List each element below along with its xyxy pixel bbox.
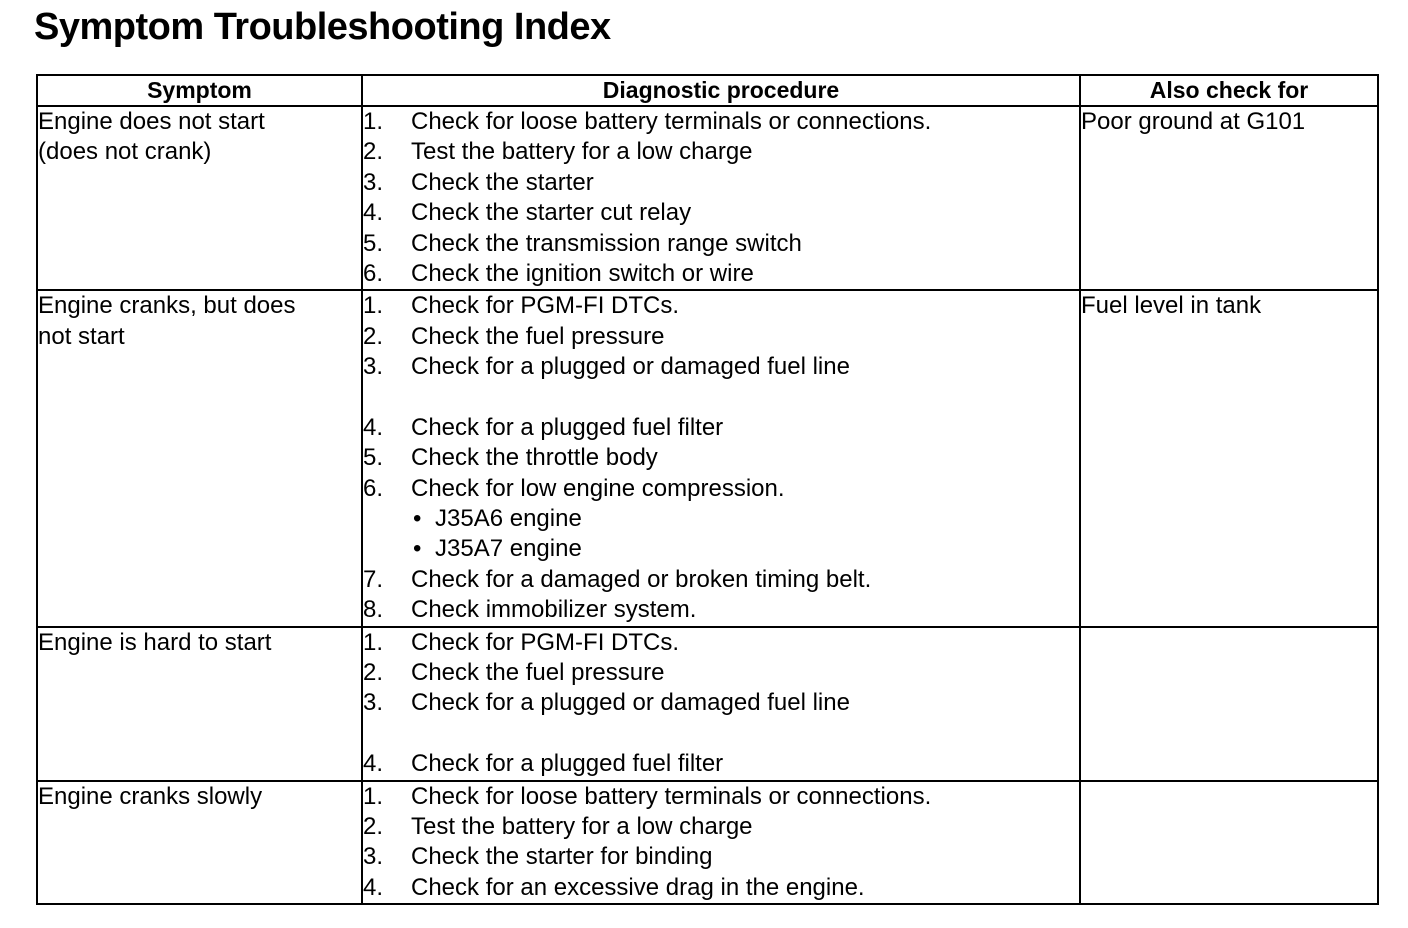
step-number: 3.: [363, 353, 384, 381]
step-text: Check for a plugged fuel filter: [411, 413, 724, 441]
procedure-step: [363, 782, 1079, 812]
procedure-step: [363, 842, 1079, 872]
procedure-step: [363, 322, 1079, 352]
step-text: Check for an excessive drag in the engine.: [411, 873, 865, 901]
step-text: Check for a plugged or damaged fuel line: [411, 353, 850, 381]
step-number: 6.: [363, 259, 384, 287]
bullet-icon: •: [413, 505, 422, 533]
step-number: 4.: [363, 873, 384, 901]
symptom-line: Engine does not start: [38, 108, 265, 135]
step-number: 4.: [363, 199, 384, 227]
header-symptom: Symptom: [37, 75, 362, 106]
procedure-step: [363, 658, 1079, 688]
symptom-cell: [37, 290, 362, 626]
step-number: 3.: [363, 168, 384, 196]
procedure-step: [363, 595, 1079, 625]
step-number: 2.: [363, 659, 384, 687]
also-check-cell: Fuel level in tank: [1080, 290, 1378, 626]
procedure-step: [363, 168, 1079, 198]
symptom-cell: [37, 781, 362, 905]
table-header-row: [37, 75, 1378, 106]
symptom-table: [36, 74, 1379, 905]
table-row: [37, 106, 1378, 290]
symptom-cell: [37, 106, 362, 290]
step-text: Test the battery for a low charge: [411, 138, 753, 166]
procedure-step: [363, 628, 1079, 658]
step-text: Check the starter: [411, 168, 594, 196]
symptom-cell: [37, 627, 362, 781]
header-diagnostic-procedure: Diagnostic procedure: [362, 75, 1080, 106]
step-number: 5.: [363, 229, 384, 257]
step-number: 4.: [363, 413, 384, 441]
procedure-step: [363, 198, 1079, 228]
also-check-cell: [1080, 781, 1378, 905]
procedure-cell: [362, 106, 1080, 290]
procedure-step: [363, 474, 1079, 504]
procedure-cell: [362, 290, 1080, 626]
step-text: Check for loose battery terminals or connections.: [411, 108, 932, 135]
procedure-step: [363, 413, 1079, 443]
step-text: Check for loose battery terminals or connections.: [411, 782, 932, 810]
step-text: Check the fuel pressure: [411, 659, 665, 687]
step-text: Check for PGM-FI DTCs.: [411, 292, 680, 320]
step-text: Check the starter for binding: [411, 843, 713, 871]
procedure-step: [363, 137, 1079, 167]
table-row: [37, 290, 1378, 626]
step-number: 6.: [363, 474, 384, 502]
symptom-line: Engine cranks slowly: [38, 782, 263, 810]
step-number: 2.: [363, 322, 384, 350]
procedure-step: [363, 688, 1079, 718]
procedure-step: [363, 443, 1079, 473]
step-number: 3.: [363, 689, 384, 717]
step-number: 7.: [363, 565, 384, 593]
procedure-step: [363, 291, 1079, 321]
step-number: 1.: [363, 782, 384, 810]
procedure-step: [363, 229, 1079, 259]
also-check-cell: [1080, 627, 1378, 781]
step-number: 3.: [363, 843, 384, 871]
symptom-line: Engine cranks, but does: [38, 292, 296, 320]
procedure-sub-item: [363, 534, 1079, 564]
table-row: [37, 781, 1378, 905]
table-row: [37, 627, 1378, 781]
sub-item-text: J35A6 engine: [435, 505, 582, 533]
step-number: 1.: [363, 628, 384, 656]
procedure-step: [363, 107, 1079, 137]
step-text: Test the battery for a low charge: [411, 812, 753, 840]
bullet-icon: •: [413, 535, 422, 563]
procedure-step: [363, 565, 1079, 595]
procedure-step: [363, 259, 1079, 289]
symptom-line: not start: [38, 322, 125, 350]
procedure-step: [363, 749, 1079, 779]
procedure-step: [363, 873, 1079, 903]
step-number: 8.: [363, 596, 384, 624]
procedure-cell: [362, 781, 1080, 905]
page-title: Symptom Troubleshooting Index: [34, 6, 611, 48]
symptom-line: Engine is hard to start: [38, 628, 272, 656]
step-number: 4.: [363, 750, 384, 778]
step-text: Check for a plugged or damaged fuel line: [411, 689, 850, 717]
procedure-sub-item: [363, 504, 1079, 534]
step-text: Check immobilizer system.: [411, 596, 697, 624]
procedure-step: [363, 352, 1079, 382]
step-text: Check the ignition switch or wire: [411, 259, 754, 287]
step-text: Check for a plugged fuel filter: [411, 750, 724, 778]
symptom-line: (does not crank): [38, 138, 212, 166]
step-text: Check the transmission range switch: [411, 229, 802, 257]
step-number: 1.: [363, 292, 384, 320]
header-also-check-for: Also check for: [1080, 75, 1378, 106]
procedure-cell: [362, 627, 1080, 781]
step-number: 2.: [363, 138, 384, 166]
step-text: Check the starter cut relay: [411, 199, 692, 227]
step-text: Check for a damaged or broken timing belt.: [411, 565, 872, 593]
step-number: 1.: [363, 108, 384, 135]
step-number: 2.: [363, 812, 384, 840]
step-text: Check the throttle body: [411, 444, 658, 472]
step-text: Check the fuel pressure: [411, 322, 665, 350]
step-number: 5.: [363, 444, 384, 472]
step-text: Check for PGM-FI DTCs.: [411, 628, 680, 656]
procedure-step: [363, 812, 1079, 842]
also-check-cell: Poor ground at G101: [1080, 106, 1378, 290]
sub-item-text: J35A7 engine: [435, 535, 582, 563]
step-text: Check for low engine compression.: [411, 474, 785, 502]
